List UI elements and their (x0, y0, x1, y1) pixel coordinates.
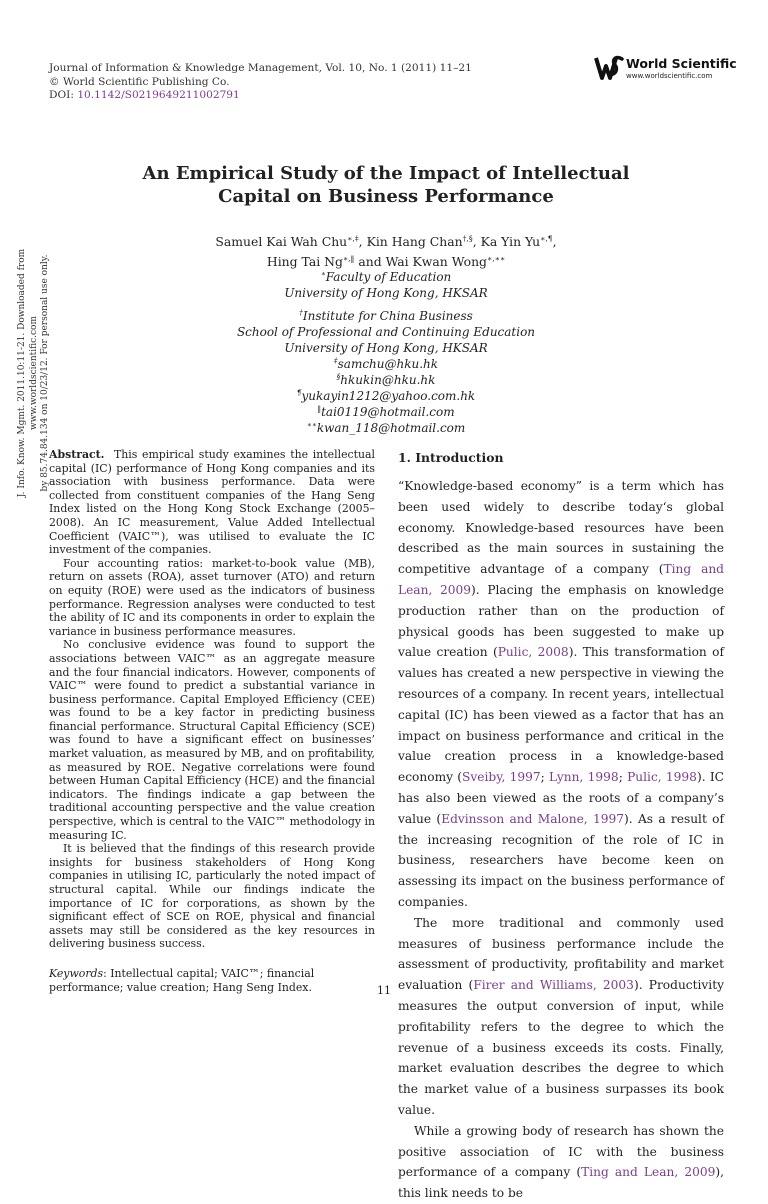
author-line: Samuel Kai Wah Chu∗,‡, Kin Hang Chan†,§, Ka Yin Yu∗,¶, (215, 233, 557, 249)
author-marker: ∗,¶ (540, 233, 553, 243)
doi-line (49, 89, 472, 103)
author-name: Samuel Kai Wah Chu (215, 234, 348, 249)
affiliation-faculty (100, 269, 672, 285)
author-joiner: and (358, 253, 382, 269)
email-line[interactable] (100, 372, 672, 388)
abstract-paragraph: It is believed that the findings of this research provide insights for business stakeholders of Hong Kong companies in utilising IC, particularly the noted impact of structural capital. While our findings indicate the importance of IC for corporations, as shown by the significant effect of SCE on ROE, physical and financial assets may still be considered as the key resources in delivering business success. (49, 842, 375, 951)
journal-citation: Journal of Information & Knowledge Management, Vol. 10, No. 1 (2011) 11–21 (49, 62, 472, 74)
email-address[interactable]: samchu@hku.hk (337, 357, 439, 371)
citation-link[interactable]: Pulic, 1998 (627, 770, 697, 785)
affiliation-university: University of Hong Kong, HKSAR (284, 341, 488, 355)
keywords-text: : Intellectual capital; VAIC™; financial performance; value creation; Hang Seng Index. (49, 966, 315, 994)
author-name: Ka Yin Yu (480, 234, 541, 249)
abstract-paragraph (49, 448, 375, 557)
email-marker: ¶ (296, 388, 302, 397)
body-text: ). Productivity measures the output conversion of input, while profitability refers to the degree to which the revenue of a business exceeds its costs. Finally, market evaluation describes the degree to which the market value of a business surpasses its book value. (398, 978, 724, 1117)
affiliation-school: School of Professional and Continuing Education (236, 325, 536, 339)
abstract-section (49, 448, 375, 994)
publisher-name: World Scientific (626, 56, 737, 71)
page-number: 11 (377, 984, 391, 997)
journal-header (49, 62, 472, 103)
author-marker: †,§ (462, 233, 473, 243)
author-name: Hing Tai Ng (266, 253, 343, 269)
author-marker: ∗,‖ (342, 253, 355, 263)
citation-link[interactable]: Lynn, 1998 (549, 770, 619, 785)
affiliation-marker: ∗ (320, 269, 326, 278)
citation-link[interactable]: Ting and Lean, 2009 (398, 562, 724, 597)
body-text: ). Placing the emphasis on knowledge production rather than on the production of physical goods has been suggested to make up value creation ( (398, 582, 724, 660)
email-address[interactable]: tai0119@hotmail.com (321, 405, 455, 419)
abstract-label: Abstract. (49, 448, 105, 461)
title-line: An Empirical Study of the Impact of Intellectual (142, 163, 630, 184)
body-text: “Knowledge-based economy” is a term which has been used widely to describe today‘s global economy. Knowledge-based resources have been described as the main sources in sustaining the competitive advantage of a company ( (398, 479, 724, 577)
citation-link[interactable]: Ting and Lean, 2009 (581, 1165, 716, 1180)
abstract-paragraph: No conclusive evidence was found to support the associations between VAIC™ as an aggregate measure and the four financial indicators. However, components of VAIC™ were found to predict a substantial variance in business performance. Capital Employed Efficiency (CEE) was found to be a key factor in predicting business financial performance. Structural Capital Efficiency (SCE) was found to have a significant effect on businesses’ market valuation, as measured by MB, and on profitability, as measured by ROE. Negative correlations were found between Human Capital Efficiency (HCE) and the financial indicators. The findings indicate a gap between the traditional accounting perspective and the value creation perspective, which is central to the VAIC™ methodology in measuring IC. (49, 638, 375, 842)
abstract-text: This empirical study examines the intellectual capital (IC) performance of Hong Kong companies and its association with business performance. Data were collected from constituent companies of the Hang Seng Index listed on the Hong Kong Stock Exchange (2005–2008). An IC measurement, Value Added Intellectual Coefficient (VAIC™), was utilised to evaluate the IC investment of the companies. (49, 448, 375, 557)
title-line: Capital on Business Performance (218, 186, 554, 207)
email-marker: ‡ (333, 356, 338, 365)
affiliation-text: Institute for China Business (302, 309, 473, 323)
world-scientific-logo-icon (594, 52, 624, 82)
email-line[interactable] (100, 420, 672, 436)
body-text: ). IC has also been viewed as the roots of a company’s value ( (398, 770, 725, 826)
body-text: While a growing body of research has shown the positive association of IC with the business performance of a company ( (398, 1123, 724, 1180)
author-marker: ∗,‡ (347, 233, 359, 243)
affiliation-block-1 (100, 269, 672, 301)
abstract-paragraph: Four accounting ratios: market-to-book value (MB), return on assets (ROA), asset turnover (ATO) and return on equity (ROE) were used as the indicators of business performance. Regression analyses were conducted to test the ability of IC and its components in order to explain the variance in business performance measures. (49, 556, 375, 638)
doi-link[interactable]: 10.1142/S0219649211002791 (77, 89, 240, 102)
email-address[interactable]: yukayin1212@yahoo.com.hk (301, 389, 476, 403)
citation-link[interactable]: Firer and Williams, 2003 (473, 978, 634, 993)
affiliation-university: University of Hong Kong, HKSAR (284, 286, 488, 300)
body-text: ). As a result of the increasing recognition of the role of IC in business, researchers have become keen on assessing its impact on the business performance of companies. (398, 811, 725, 909)
body-text: The more traditional and commonly used measures of business performance include the assessment of productivity, profitability and market evaluation ( (398, 915, 724, 993)
citation-separator: ; (540, 770, 550, 785)
email-address[interactable]: hkukin@hku.hk (340, 373, 436, 387)
paper-title (100, 162, 672, 208)
email-line[interactable] (100, 404, 672, 420)
download-notice (17, 208, 50, 538)
email-line[interactable] (100, 356, 672, 372)
citation-link[interactable]: Pulic, 2008 (497, 645, 569, 660)
body-text: ). This transformation of values has created a new perspective in viewing the resources of a company. In recent years, intellectual capital (IC) has been viewed as a factor that has an impact on business performance and critical in the value creation process in a knowledge-based economy ( (398, 645, 724, 785)
affiliation-marker: † (299, 308, 303, 317)
author-marker: ∗,∗∗ (487, 253, 506, 263)
email-address[interactable]: kwan_118@hotmail.com (316, 421, 466, 435)
affiliation-institute (100, 308, 672, 324)
keywords-label: Keywords (49, 966, 104, 980)
download-notice-line: by 85.74.84.134 on 10/23/12. For personal use only. (40, 254, 50, 492)
publisher-logo[interactable] (594, 52, 737, 84)
author-list (100, 232, 672, 271)
email-marker: ‖ (317, 404, 322, 413)
download-notice-line: J. Info. Know. Mgmt. 2011.10:11-21. Downloaded from www.worldscientific.com (17, 248, 39, 498)
citation-separator: ; (618, 770, 628, 785)
intro-paragraph (398, 1121, 724, 1204)
copyright-line: © World Scientific Publishing Co. (49, 75, 230, 88)
email-marker: § (336, 372, 341, 381)
doi-label: DOI: (49, 89, 78, 102)
email-line[interactable] (100, 388, 672, 404)
citation-link[interactable]: Edvinsson and Malone, 1997 (441, 811, 625, 826)
author-name: Kin Hang Chan (366, 234, 463, 249)
introduction-section (398, 448, 724, 1204)
intro-paragraph (398, 913, 724, 1121)
email-marker: ∗∗ (306, 420, 317, 429)
intro-paragraph (398, 476, 724, 913)
publisher-url: www.worldscientific.com (626, 72, 713, 80)
citation-link[interactable]: Sveiby, 1997 (462, 770, 541, 785)
affiliation-block-2 (100, 308, 672, 436)
affiliation-text: Faculty of Education (325, 270, 452, 284)
author-name: Wai Kwan Wong (385, 253, 487, 269)
body-text: ), this link needs to be (398, 1165, 724, 1201)
section-heading: 1. Introduction (398, 450, 504, 465)
